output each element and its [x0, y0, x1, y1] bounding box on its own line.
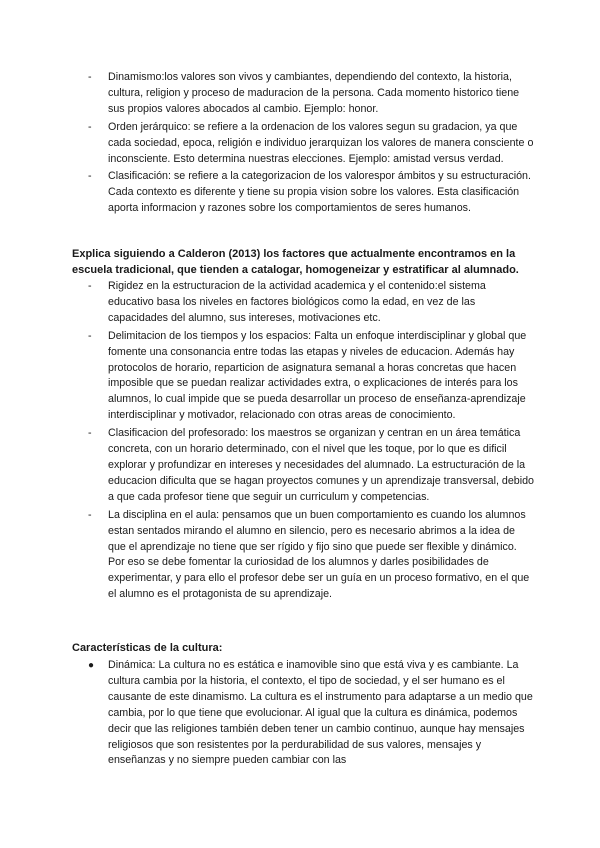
- dash-marker: -: [88, 170, 92, 183]
- calderon-question-heading: Explica siguiendo a Calderon (2013) los factores que actualmente encontramos en la escuela tradicional, que tienden a catalogar, homogeneizar y estratificar al alumnado.: [72, 248, 519, 276]
- values-list: [0, 70, 600, 219]
- list-item-orden-jerarquico: [0, 120, 600, 168]
- list-item-clasificacion-profesorado: [0, 426, 600, 506]
- list-item-rigidez: [0, 279, 600, 327]
- dash-marker: -: [88, 120, 92, 133]
- dash-marker: -: [88, 427, 92, 440]
- dash-marker: -: [88, 329, 92, 342]
- cultura-heading: Características de la cultura:: [72, 642, 223, 654]
- list-item-clasificacion: [0, 169, 600, 217]
- list-item-text: Orden jerárquico: se refiere a la ordenacion de los valores segun su gradacion, ya que cada sociedad, epoca, religión e individuo jerarquizan los valores de manera consciente o inconsciente. Esto determina nuestras elecciones. Ejemplo: amistad versus verdad.: [108, 120, 534, 165]
- dash-marker: -: [88, 508, 92, 521]
- list-item-disciplina: [0, 508, 600, 603]
- list-item-text: Rigidez en la estructuracion de la actividad academica y el contenido:el sistema educativo basa los niveles en factores biológicos como la edad, en vez de las capacidades del alumno, sus intereses, motivaciones etc.: [108, 280, 486, 324]
- cultura-list: [0, 658, 600, 771]
- list-item-text: La disciplina en el aula: pensamos que un buen comportamiento es cuando los alumnos estan sentados mirando el alumno en silencio, pero es necesario abrimos a la idea de que el aprendizaje no tiene que ser rígido y fijo sino que puede ser flexible y dinámico. Por eso se debe fomentar la curiosidad de los alumnos y darles posibilidades de experimentar, y para ello el profesor debe ser un guía en un proceso formativo, en el que el alumno es el protagonista de su aprendizaje.: [108, 508, 530, 601]
- list-item-text: Clasificación: se refiere a la categorizacion de los valorespor ámbitos y su estructuración. Cada contexto es diferente y tiene su propia vision sobre los valores. Esta clasificación aporta informacion y razones sobre los comportamientos de seres humanos.: [108, 170, 531, 215]
- list-item-delimitacion: [0, 329, 600, 424]
- list-item-text: Dinamismo:los valores son vivos y cambiantes, dependiendo del contexto, la historia, cultura, religion y proceso de maduracion de la persona. Cada momento historico tiene sus propios valores abocados al cambio. Ejemplo: honor.: [108, 71, 520, 115]
- calderon-factors-list: [0, 279, 600, 605]
- list-item-text: Dinámica: La cultura no es estática e inamovible sino que está viva y es cambiante. La cultura cambia por la historia, el contexto, el tipo de sociedad, y el ser humano es el causante de este dinamismo. La cultura es el instrumento para adaptarse a un medio que cambia, por lo que tiene que evolucionar. Al igual que la cultura es dinámica, podemos decir que las religiones también deben tener un cambio continuo, aunque hay mensajes religiosos que son resistentes por la perdurabilidad de sus valores, mensajes y enseñanzas y no siempre pueden cambiar con las: [108, 659, 533, 767]
- list-item-text: Clasificacion del profesorado: los maestros se organizan y centran en un área temática concreta, con un horario determinado, con el nivel que les toque, por lo que es dificil explorar y profundizar en intereses y necesidades del alumnado. La estructuración de la educacion dificulta que se hagan proyectos comunes y un aprendizaje transversal, debido a que cada profesor tiene que seguir un curriculum y competencias.: [108, 427, 534, 503]
- list-item-text: Delimitacion de los tiempos y los espacios: Falta un enfoque interdisciplinar y global que fomente una consonancia entre todas las etapas y niveles de educacion. Además hay protocolos de horario, reparticion de asignatura semanal a horas concretas que hacen imposible que se puedan realizar actividades extra, o explicaciones de interés para los alumnos, lo cual impide que se pueda desarrollar un proceso de enseñanza-aprendizaje interdisciplinar y motivador, relacionado con otras areas de conocimiento.: [108, 329, 527, 422]
- bullet-marker: ●: [88, 660, 95, 671]
- dash-marker: -: [88, 71, 92, 83]
- dash-marker: -: [88, 280, 92, 292]
- list-item-dinamismo: [0, 70, 600, 118]
- list-item-dinamica: [0, 658, 600, 769]
